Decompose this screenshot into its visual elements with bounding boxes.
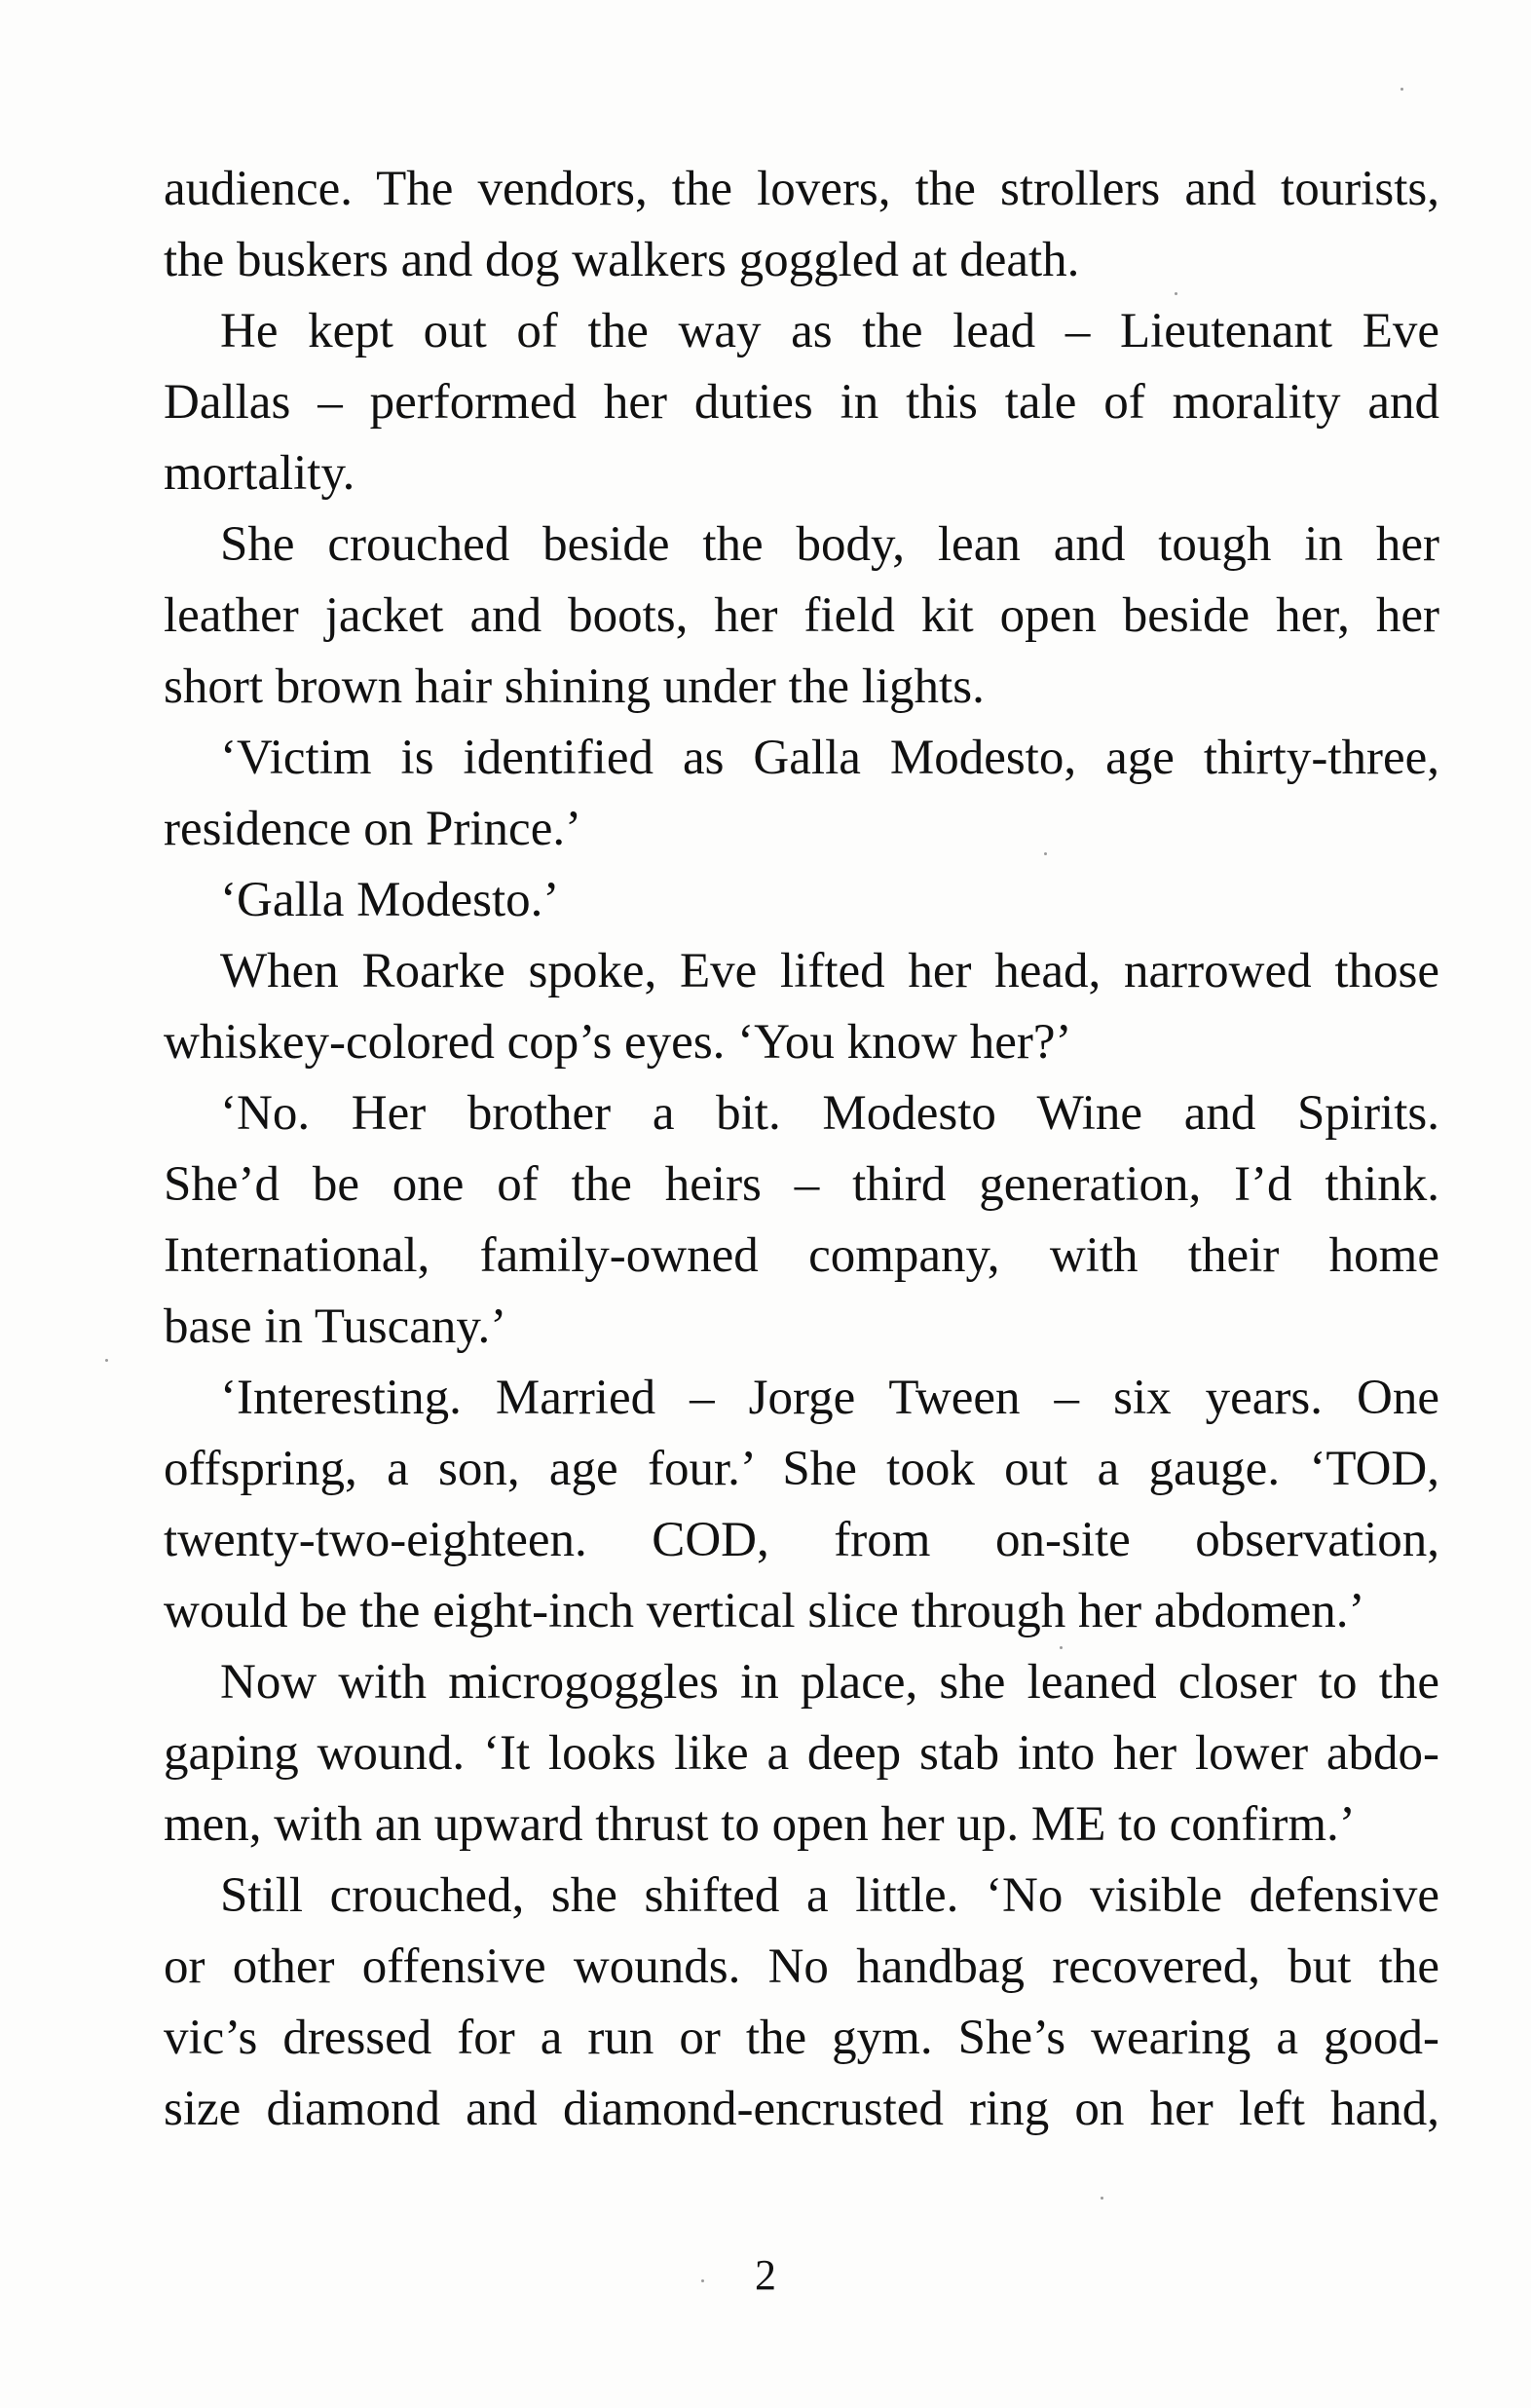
paper-speck [701, 2279, 704, 2282]
paper-speck [1175, 292, 1177, 295]
text-line: ‘Victim is identified as Galla Modesto, age thirty-three, [220, 731, 1439, 785]
text-line: She’d be one of the heirs – third generation, I’d think. [164, 1157, 1439, 1212]
text-line: audience. The vendors, the lovers, the strollers and tourists, [164, 162, 1439, 216]
text-line: size diamond and diamond-encrusted ring on her left hand, [164, 2082, 1439, 2136]
text-line: residence on Prince.’ [164, 802, 582, 856]
text-line: Still crouched, she shifted a little. ‘No visible defensive [220, 1868, 1439, 1923]
text-line: short brown hair shining under the lights. [164, 659, 985, 714]
text-line: the buskers and dog walkers goggled at death. [164, 233, 1080, 287]
paper-speck [1101, 2197, 1103, 2200]
text-line: gaping wound. ‘It looks like a deep stab into her lower abdo- [164, 1726, 1439, 1781]
text-line: vic’s dressed for a run or the gym. She’s wearing a good- [164, 2011, 1439, 2065]
text-line: ‘Interesting. Married – Jorge Tween – six years. One [220, 1371, 1439, 1425]
text-line: She crouched beside the body, lean and tough in her [220, 517, 1439, 572]
text-line: ‘No. Her brother a bit. Modesto Wine and Spirits. [220, 1086, 1439, 1141]
text-line: He kept out of the way as the lead – Lieutenant Eve [220, 304, 1439, 358]
text-line: mortality. [164, 446, 355, 501]
text-line: whiskey-colored cop’s eyes. ‘You know her?’ [164, 1015, 1072, 1070]
text-line: twenty-two-eighteen. COD, from on-site observation, [164, 1513, 1439, 1567]
text-line: When Roarke spoke, Eve lifted her head, narrowed those [220, 944, 1439, 998]
text-line: would be the eight-inch vertical slice through her abdomen.’ [164, 1584, 1365, 1638]
body-text [164, 154, 1439, 2145]
text-line: or other offensive wounds. No handbag recovered, but the [164, 1939, 1439, 1994]
text-line: ‘Galla Modesto.’ [220, 873, 560, 927]
text-line: base in Tuscany.’ [164, 1299, 507, 1354]
text-line: men, with an upward thrust to open her up. ME to confirm.’ [164, 1797, 1356, 1852]
page-number: 2 [755, 2251, 776, 2299]
text-line: Now with microgoggles in place, she leaned closer to the [220, 1655, 1439, 1710]
paper-speck [1060, 1646, 1063, 1649]
text-line: Dallas – performed her duties in this tale of morality and [164, 375, 1439, 430]
paper-speck [105, 1359, 108, 1362]
paper-speck [1044, 852, 1047, 855]
paper-speck [1400, 88, 1403, 91]
text-line: International, family-owned company, with their home [164, 1228, 1439, 1283]
text-line: offspring, a son, age four.’ She took out a gauge. ‘TOD, [164, 1442, 1439, 1496]
text-line: leather jacket and boots, her field kit open beside her, her [164, 588, 1439, 643]
